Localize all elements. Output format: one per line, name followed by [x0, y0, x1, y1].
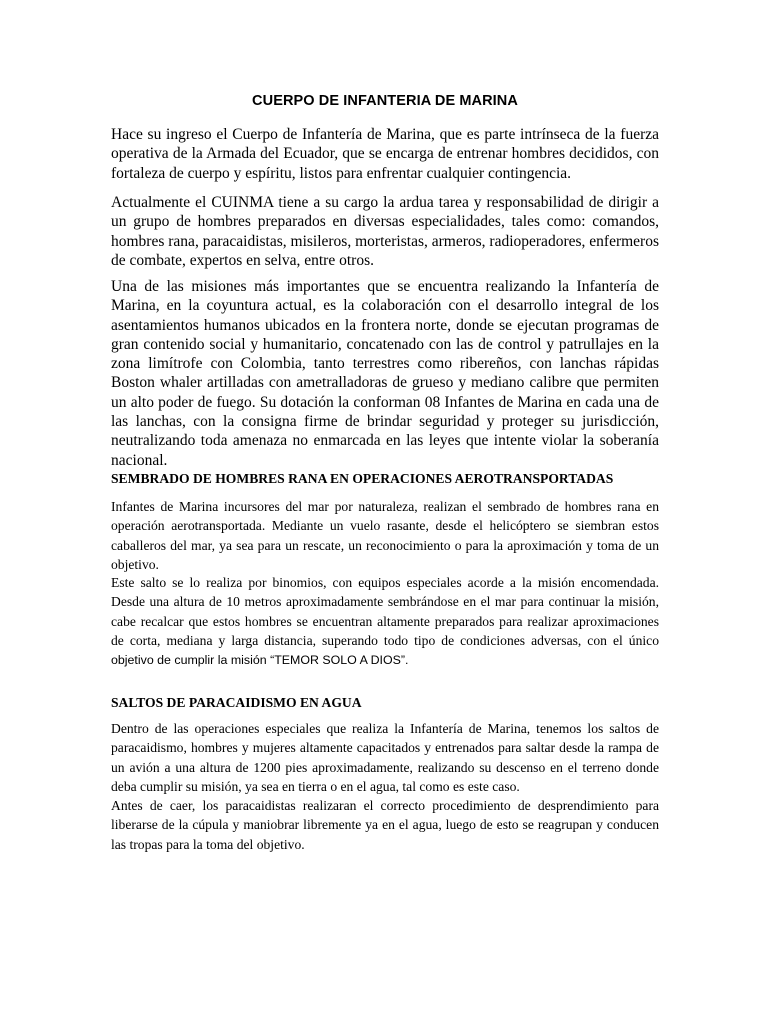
intro-paragraph-3: Una de las misiones más importantes que se encuentra realizando la Infantería de Marina, en la coyuntura actual, es la colaboración con el desarrollo integral de los asentamientos humanos ubicados en la frontera norte, donde se ejecutan programas de gran contenido social y humanitario, concatenado con las de control y patrullajes en la zona limítrofe con Colombia, tanto terrestres como ribereños, con lanchas rápidas Boston whaler artilladas con ametralladoras de grueso y mediano calibre que permiten un alto poder de fuego. Su dotación la conforman 08 Infantes de Marina en cada una de las lanchas, con la consigna firme de brindar seguridad y proteger su jurisdicción, neutralizando toda amenaza no enmarcada en las leyes que intente violar la soberanía nacional. — [111, 278, 659, 469]
paracaidismo-paragraph-2: Antes de caer, los paracaidistas realizaran el correcto procedimiento de desprendimiento para liberarse de la cúpula y maniobrar libremente ya en el agua, luego de esto se reagrupan y conducen las tropas para la toma del objetivo. — [111, 798, 659, 852]
hombres-rana-motto-line: objetivo de cumplir la misión “TEMOR SOLO A DIOS”. — [111, 653, 409, 668]
intro-paragraph-1: Hace su ingreso el Cuerpo de Infantería de Marina, que es parte intrínseca de la fuerza operativa de la Armada del Ecuador, que se encarga de entrenar hombres decididos, con fortaleza de cuerpo y espíritu, listos para enfrentar cualquier contingencia. — [111, 126, 659, 182]
paracaidismo-paragraph-1: Dentro de las operaciones especiales que realiza la Infantería de Marina, tenemos los saltos de paracaidismo, hombres y mujeres altamente capacitados y entrenados para saltar desde la rampa de un avión a una altura de 1200 pies aproximadamente, realizando su descenso en el terreno donde deba cumplir su misión, ya sea en tierra o en el agua, tal como es este caso. — [111, 721, 659, 794]
section-heading-hombres-rana: SEMBRADO DE HOMBRES RANA EN OPERACIONES AEROTRANSPORTADAS — [111, 471, 614, 486]
intro-paragraph-2: Actualmente el CUINMA tiene a su cargo la ardua tarea y responsabilidad de dirigir a un grupo de hombres preparados en diversas especialidades, tales como: comandos, hombres rana, paracaidistas, misileros, morteristas, armeros, radioperadores, enfermeros de combate, expertos en selva, entre otros. — [111, 194, 659, 269]
hombres-rana-paragraph-2-main: Este salto se lo realiza por binomios, con equipos especiales acorde a la misión encomendada. Desde una altura de 10 metros aproximadamente sembrándose en el mar para continuar la misión, cabe recalcar que estos hombres se encuentran altamente preparados para realizar aproximaciones de corta, mediana y larga distancia, superando todo tipo de condiciones adversas, con el único — [111, 575, 659, 648]
section-heading-paracaidismo: SALTOS DE PARACAIDISMO EN AGUA — [111, 695, 362, 710]
document-title: CUERPO DE INFANTERIA DE MARINA — [252, 93, 518, 109]
hombres-rana-paragraph-1: Infantes de Marina incursores del mar por naturaleza, realizan el sembrado de hombres rana en operación aerotransportada. Mediante un vuelo rasante, desde el helicóptero se siembran estos caballeros del mar, ya sea para un rescate, un reconocimiento o para la aproximación y toma de un objetivo. — [111, 499, 659, 572]
hombres-rana-paragraph-2 — [111, 573, 659, 670]
